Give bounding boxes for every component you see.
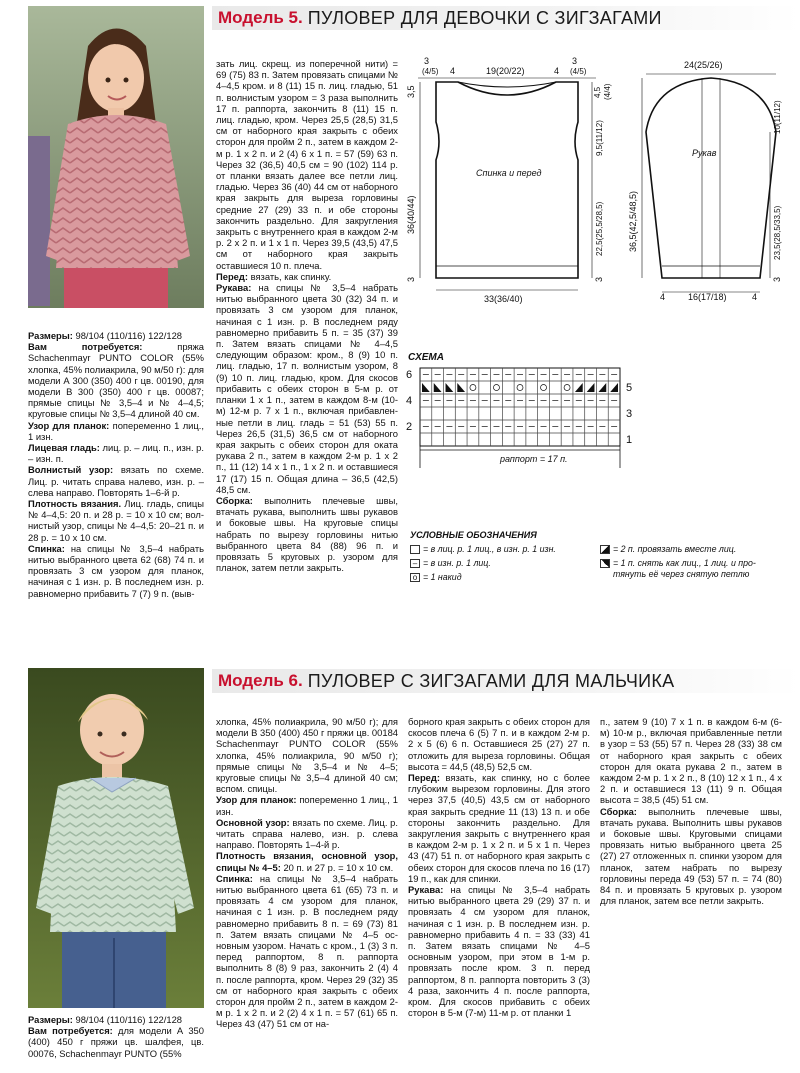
rapport-label: раппорт = 17 п. [500,454,568,464]
paragraph-text: 98/104 (110/116) 122/128 [72,330,183,341]
body-top-label-5: 4 [554,66,560,76]
model5-banner [212,6,800,30]
paragraph [28,1025,204,1059]
paragraph [28,543,204,599]
paragraph [216,794,398,816]
model6-text-col2 [216,716,398,1030]
body-top-label-4: 19(20/22) [486,66,525,76]
body-right-label-2: (4/4) [603,83,612,100]
body-right-label-4: 22,5(25,5/28,5) [595,201,604,256]
legend-title: УСЛОВНЫЕ ОБОЗНАЧЕНИЯ [410,530,537,540]
paragraph [216,58,398,271]
model6-text-col3 [408,716,590,1018]
paragraph-text: зать лиц. скрещ. из поперечной нити) = 69 (75) 83 п. Затем провязать спицами № 4–4,5 кром. и 8 (11) 15 п. лиц. гладью, 51 п. волнистым узором = 3 раза выполнить 17 п. раппорта, закончить 8 (11) 15 п. лиц. гладью, кром. Через 25,5 (28,5) 31,5 см от наборного края закрыть с обеих сторон для пройм 2 п., затем в каждом 2-м р. 1 х 2 п. и 2 (4) 6 х 1 п. = 57 (59) 63 п. Через 32 (36,5) 40,5 см = 90 (102) 114 р. от планки вязать далее все петли лиц. гладью. Через 36 (40) 44 см от наборного края закрыть для выреза горловины средние 27 (29) 33 п. и обе стороны закончить раздельно. Для закругления закрыть с внутреннего края в каждом 2-м р. 2 х 2 п. и 1 х 1 п. Через 39,5 (43,5) 47,5 см от наборного края закрыть оставшиеся 10 п. плеча. [216,58,398,271]
model5-text-col1 [28,330,204,599]
schema-row-4: 4 [406,395,413,407]
paragraph [216,716,398,794]
paragraph-text: вязать, как спинку. [247,270,332,282]
paragraph-heading: Узор для планок: [216,794,297,806]
paragraph-text: вязать по схеме. Лиц. р. читать справа налево, изн. р. слева направо. Повторять 1–4-й р. [216,816,398,851]
paragraph-heading: Размеры: [28,1014,73,1025]
paragraph-text: пряжа Schachenmayr PUNTO COLOR (55% хлопка, 45% полиакрила, 90 м/50 г): для модели А 300 (350) 400 г цв. 00190, для модели В 300 (350) 400 г цв. 00087; прямые спицы № 3,5–4 и № 4–4,5; круговые спицы № 3,5–4 длиной 40 см. [28,341,204,420]
paragraph [28,498,204,543]
paragraph-heading: Плотность вязания, основной узор, спицы № 4–5: [216,850,398,873]
model6-text-col4 [600,716,782,906]
paragraph-heading: Перед: [216,270,248,282]
legend-item-4: = 2 п. провязать вместе лиц. [613,544,737,554]
paragraph-text: попеременно 1 лиц., 1 изн. [216,794,398,817]
paragraph-heading: Лицевая гладь: [28,442,100,454]
body-left-label-1: 3,5 [406,85,416,98]
paragraph-heading: Спинка: [216,872,253,884]
body-top-label-7: (4/5) [570,67,587,76]
paragraph [28,420,204,442]
sleeve-top-label: 24(25/26) [684,60,723,70]
photo-girl-sweater [28,6,204,308]
schema-row-6: 6 [406,369,413,381]
paragraph-heading: Узор для планок: [28,419,110,431]
paragraph-heading: Сборка: [600,805,637,817]
paragraph-heading: Спинка: [28,542,65,554]
paragraph-text: 20 п. и 27 р. = 10 х 10 см. [280,861,394,873]
schema-ssk-mark [434,383,442,392]
schema-ssk-mark [457,383,465,392]
paragraph [216,873,398,1030]
legend [410,530,790,583]
schema-k2tog-mark [610,383,618,392]
paragraph-heading: Вам потребуется: [28,1025,113,1037]
model5-text-col2 [216,58,398,573]
sleeve-bottom-label-2: 16(17/18) [688,292,727,302]
paragraph-text: попеременно 1 лиц., 1 изн. [28,419,204,442]
paragraph-text: на спицы № 3,5–4 набрать нитью выбранного цвета 29 (29) 37 п. и провязать 4 см узором для планок, начиная с 1 изн. р. В последнем изн. р. равномерно прибавить 4 п. = 33 (33) 41 п. Затем вязать спицами № 4–5 основным узором, при этом в 1-м р. провязать после кром. 3 п. перед раппортом, 8 п. раппорта повторить 3 (3) 4 раза, закончить 4 п. после раппорта, кром. Для скосов прибавить с обеих сторон в 5-м (7-м) 11-м р. от планки 1 [408,884,590,1019]
knit-symbol-icon [410,545,420,554]
legend-item-3: = 1 накид [423,572,462,582]
purl-symbol-icon: – [410,559,420,568]
paragraph [408,716,590,772]
schema-yarn-over-mark [517,385,523,391]
paragraph-heading: Перед: [408,772,440,784]
model5-title: ПУЛОВЕР ДЛЯ ДЕВОЧКИ С ЗИГЗАГАМИ [307,7,662,28]
schema-row-1: 1 [626,434,633,446]
body-top-label-6: 3 [572,56,578,66]
paragraph-text: п., затем 9 (10) 7 х 1 п. в каждом 6-м (6-м) 10-м р., включая прибавленные петли в узор = 53 (55) 57 п. Через 28 (33) 38 см от наборного края закрыть с обеих сторон для оката рукава 2 п., затем в каждом 2-м р. 1 х 2 п., 8 (10) 12 х 1 п., 4 х 2 п. и оставшиеся 13 (11) 9 п. Общая высота = 38,5 (45) 51 см. [600,716,782,806]
paragraph-text: на спицы № 3,5–4 набрать нитью выбранного цвета 62 (68) 74 п. и провязать 3 см узором для планок, начиная с 1 изн. р. В последнем изн. р. равномерно прибавить 7 (7) 9 п. (выв- [28,542,204,599]
paragraph [216,817,398,851]
schema-yarn-over-mark [541,385,547,391]
sleeve-pattern-diagram [626,56,796,308]
model6-text-col1 [28,1014,204,1059]
paragraph-heading: Рукава: [216,282,252,294]
paragraph-heading: Волнистый узор: [28,464,114,476]
paragraph-text: на спицы № 3,5–4 набрать нитью выбранного цвета 30 (32) 34 п. и провязать 3 см узором для планок, начиная с 1 изн. р. В последнем ряду равномерно прибавить 5 п. = 35 (37) 39 п. Затем вязать спицами № 4–4,5 следующим образом: кром., 8 (9) 10 п. лиц. гладью, 17 п. волнистым узором, 8 (9) 10 п. лиц. гладью, кром. Для скосов прибавить с обеих сторон в 5-м р. от планки 1 х 1 п., затем в каждом 8-м (10-м) 12-м р. 7 х 1 п., включая прибавленные петли в лиц. гладь = 51 (53) 55 п. Через 26,5 (31,5) 36,5 см от наборного края закрыть с обеих сторон для оката рукава 2 п., затем в каждом 2-м р. 1 х 2 п., 11 (12) 14 х 1 п., 1 х 2 п. и оставшиеся 17 (17) 15 п. Общая длина – 36,5 (42,5) 48,5 см. [216,282,398,495]
stitch-schema-chart [404,364,644,472]
model6-title: ПУЛОВЕР С ЗИГЗАГАМИ ДЛЯ МАЛЬЧИКА [307,670,675,691]
schema-k2tog-mark [598,383,606,392]
yarn-over-symbol-icon: o [410,573,420,582]
schema-k2tog-mark [575,383,583,392]
paragraph-heading: Размеры: [28,330,73,341]
body-right-label-5: 3 [594,276,604,282]
paragraph-heading: Плотность вязания. [28,498,122,510]
model6-label: Модель 6. [218,671,303,690]
paragraph-text: Лиц. гладь, спицы № 4–4,5: 20 п. и 28 р. = 10 х 10 см; волнистый узор, спицы № 4–4,5: 20–21 п. и 28 р. = 10 х 10 см. [28,498,204,543]
ssk-symbol-icon [600,559,610,568]
schema-yarn-over-mark [564,385,570,391]
schema-row-5: 5 [626,382,633,394]
sleeve-right-label-2: 23,5(28,5/33,5) [773,205,782,260]
paragraph [28,341,204,419]
paragraph-text: хлопка, 45% полиакрила, 90 м/50 г); для модели В 350 (400) 450 г пряжи цв. 00184 Schachenmayr PUNTO COLOR (55% хлопка, 45% полиакрила, 90 м/50 г); прямые спицы № 3,5–4 и № 4–5; круговые спицы № 3,5–4 длиной 40 см; вспом. спицы. [216,716,399,795]
model5-label: Модель 5. [218,8,303,27]
k2tog-symbol-icon [600,545,610,554]
paragraph [28,442,204,464]
paragraph [600,716,782,806]
body-top-label-1: 3 [424,56,430,66]
paragraph-text: 98/104 (110/116) 122/128 [72,1014,183,1025]
sleeve-bottom-label-1: 4 [660,292,666,302]
schema-ssk-mark [422,383,430,392]
legend-item-1: = в лиц. р. 1 лиц., в изн. р. 1 изн. [423,544,556,554]
schema-ssk-mark [446,383,454,392]
paragraph-text: выполнить плечевые швы, втачать рукава. Выполнить швы рукавов и боковые швы. Круговыми спицами провязать нитью выбранного цвета 25 (27) 27 отложенных п. спинки узором для планок, затем набрать по вырезу горловины переда 49 (53) 57 п. = 74 (80) 84 п. и провязать 5 круговых р. узором для планок, затем все петли закрыть. [600,805,782,907]
body-left-label-2: 36(40/44) [406,195,416,234]
schema-k2tog-mark [587,383,595,392]
schema-row-2: 2 [406,421,413,433]
paragraph-text: борного края закрыть с обеих сторон для скосов плеча 6 (5) 7 п. и в каждом 2-м р. 2 х 5 (6) 6 п. Оставшиеся 25 (27) 27 п. отложить для выреза горловины. Общая высота = 44,5 (48,5) 52,5 см. [408,716,590,772]
legend-item-6: тянуть её через снятую петлю [613,569,750,579]
paragraph-heading: Рукава: [408,884,444,896]
photo-boy-sweater [28,668,204,1008]
body-bottom-label: 33(36/40) [484,294,523,304]
sleeve-bottom-label-3: 4 [752,292,758,302]
body-right-label-3: 9,5(11/12) [595,120,604,156]
body-top-label-2: (4/5) [422,67,439,76]
paragraph [216,271,398,282]
body-right-label-1: 4,5 [593,86,602,98]
paragraph-text: выполнить плечевые швы, втачать рукава, выполнить швы рукавов и боковые швы. На круговые спицы набрать по вырезу горловины нитью выбранного цвета 84 (88) 96 п. и провязать 5 круговых р. узором для планок, затем петли закрыть. [216,494,398,574]
model6-banner [212,669,800,693]
schema-yarn-over-mark [470,385,476,391]
paragraph [408,772,590,884]
sleeve-label: Рукав [692,148,717,158]
sleeve-right-label-1: 10(11/12) [773,100,782,134]
paragraph-heading: Вам потребуется: [28,341,143,353]
paragraph-text: вязать, как спинку, но с более глубоким вырезом горловины. Для этого через 37,5 (40,5) 43,5 см от наборного края закрыть средние 11 (13) 13 п. и обе стороны закончить раздельно. Для закругления закрыть с внутреннего края в каждом 2-м р. 1 х 2 п. и 5 х 1 п. Через 43 (47) 51 п. от наборного края закрыть с обеих сторон для скосов плеча по 16 (17) 19 п., как для спинки. [408,772,590,884]
sleeve-right-label-3: 3 [772,276,782,282]
paragraph-text: вязать по схеме. Лиц. р. читать справа налево, изн. р. – слева направо. Повторять 1–6-й р. [28,464,204,498]
paragraph [28,1014,204,1025]
paragraph [408,884,590,1018]
schema-yarn-over-mark [493,385,499,391]
sleeve-left-label: 36,5(42,5/48,5) [628,190,638,252]
paragraph [216,495,398,573]
body-top-label-3: 4 [450,66,456,76]
paragraph-text: для модели А 350 (400) 450 г пряжи цв. шалфея, цв. 00076, Schachenmayr PUNTO (55% [28,1025,204,1059]
paragraph [600,806,782,907]
paragraph-heading: Сборка: [216,494,253,506]
body-label: Спинка и перед [476,168,542,178]
legend-item-5: = 1 п. снять как лиц., 1 лиц. и про- [613,558,756,568]
schema-title: СХЕМА [408,352,444,363]
paragraph [216,282,398,495]
body-left-label-3: 3 [406,276,416,282]
schema-row-3: 3 [626,408,633,420]
body-pattern-diagram [404,56,618,308]
paragraph [28,330,204,341]
paragraph [216,850,398,872]
paragraph-text: лиц. р. – лиц. п., изн. р. – изн. п. [28,442,204,465]
paragraph [28,464,204,498]
paragraph-heading: Основной узор: [216,816,290,828]
paragraph-text: на спицы № 3,5–4 набрать нитью выбранного цвета 61 (65) 73 п. и провязать 4 см узором для планок, начиная с 1 изн. р. В последнем ряду равномерно прибавить 8 п. = 69 (73) 81 п. Затем вязать спицами № 4–5 основным узором. Начать с кром., 1 (3) 3 п. перед раппортом, 8 п. раппорта выполнить 8 (8) 9 раз, закончить 2 (4) 4 п. после раппорта, кром. Через 29 (32) 35 см от наборного края закрыть с обеих сторон для пройм 2 п., затем в каждом 2-м р. 1 х 2 п. и 2 (2) 4 х 1 п. = 57 (61) 65 п. Через 43 (47) 51 см от на- [216,872,398,1030]
legend-item-2: = в изн. р. 1 лиц. [423,558,491,568]
